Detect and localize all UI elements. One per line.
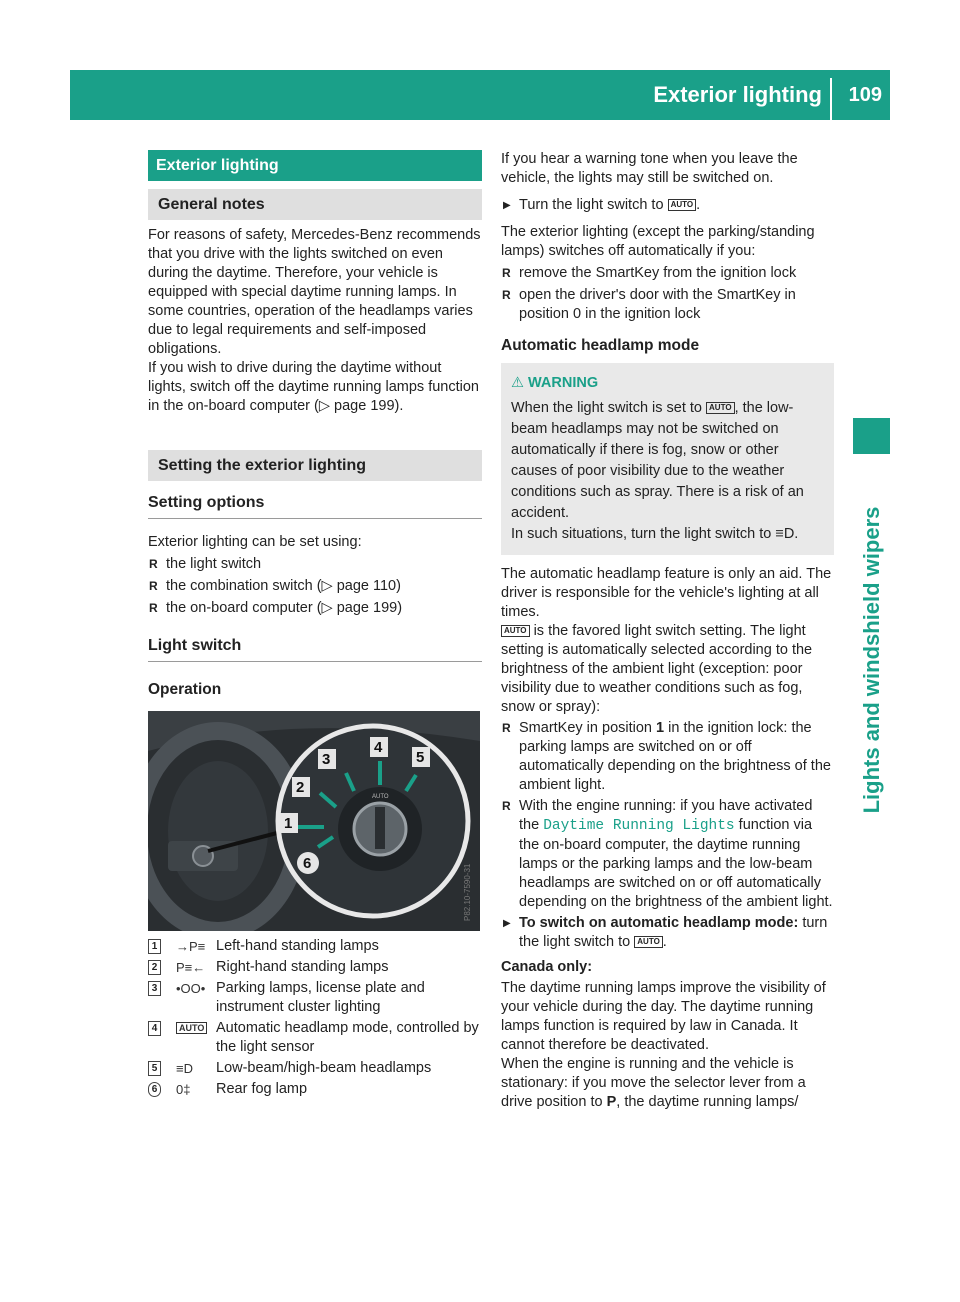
right-column: [501, 150, 834, 1112]
left-column: [148, 150, 482, 1099]
auto-headlamp-title: Automatic headlamp mode: [501, 337, 700, 354]
light-switch-title: Light switch: [148, 636, 482, 662]
chapter-tab: [853, 418, 890, 454]
left-standing-lamp-icon: →P≡: [176, 939, 206, 954]
legend-item: 5 ≡D Low-beam/high-beam headlamps: [148, 1059, 482, 1078]
legend: [148, 937, 482, 1099]
paragraph: AUTO is the favored light switch setting. The light setting is automatically selected according to the brightness of the ambient light (exception: poor visibility due to weather conditions such as fog, snow or spray):: [501, 623, 813, 715]
general-notes-p2: If you wish to drive during the daytime without lights, switch off the daytime running lamps function in the on-board computer (▷ page 199).: [148, 360, 479, 414]
paragraph: The exterior lighting (except the parking/standing lamps) switches off automatically if you:: [501, 224, 815, 259]
list-item: R the light switch: [148, 555, 482, 574]
legend-item: 4 AUTO Automatic headlamp mode, controlled by the light sensor: [148, 1019, 482, 1057]
warning-icon: ⚠: [511, 375, 524, 391]
page-header: [70, 70, 890, 120]
warning-box: ⚠ WARNING When the light switch is set to AUTO , the low-beam headlamps may not be switched on automatically if there is fog, snow or other causes of poor visibility due to the weather conditions such as spray. There is a risk of an accident. In such situations, turn the light switch to ≡D.: [501, 363, 834, 555]
list-item: R open the driver's door with the SmartKey in position 0 in the ignition lock: [501, 286, 834, 324]
callout-2: 2: [296, 779, 305, 796]
section-title: Exterior lighting: [148, 150, 482, 181]
page-number: 109: [848, 84, 882, 106]
callout-5: 5: [416, 749, 425, 766]
auto-icon: AUTO: [706, 402, 735, 414]
legend-item: 6 0‡ Rear fog lamp: [148, 1080, 482, 1099]
general-notes-p1: For reasons of safety, Mercedes-Benz recommends that you drive with the lights switched on even during the daytime. Therefore, your vehicle is equipped with special daytime running lamps. In some countries, operation of the headlamps varies due to legal requirements and self-imposed obligations.: [148, 227, 481, 357]
knob-auto-label: AUTO: [372, 794, 389, 800]
canada-title: Canada only:: [501, 959, 593, 975]
list-item: R With the engine running: if you have activated the Daytime Running Lights function via the on-board computer, the daytime running lamps or the parking lamps and the low-beam headlamps are switched on or off automatically depending on the brightness of the ambient light.: [501, 797, 834, 912]
low-beam-icon: ≡D: [775, 526, 795, 542]
list-item: R SmartKey in position 1 in the ignition lock: the parking lamps are switched on or off automatically depending on the brightness of the ambient light.: [501, 719, 834, 795]
menu-name: Daytime Running Lights: [543, 818, 735, 834]
auto-icon: AUTO: [634, 936, 663, 948]
right-standing-lamp-icon: P≡←: [176, 960, 206, 975]
callout-1: 1: [284, 815, 293, 832]
legend-item: 2 P≡← Right-hand standing lamps: [148, 958, 482, 977]
list-item: R remove the SmartKey from the ignition lock: [501, 264, 834, 283]
step: ▶ Turn the light switch to AUTO .: [501, 196, 834, 215]
low-beam-icon: ≡D: [176, 1061, 193, 1076]
parking-lamp-icon: •OO•: [176, 981, 206, 996]
header-separator: [830, 78, 832, 120]
figure-code: P82.10-7590-31: [463, 863, 472, 921]
paragraph: If you hear a warning tone when you leave the vehicle, the lights may still be switched on.: [501, 151, 798, 186]
auto-icon: AUTO: [501, 625, 530, 637]
paragraph: The automatic headlamp feature is only an aid. The driver is responsible for the vehicle's lighting at all times.: [501, 566, 832, 620]
legend-item: 3 •OO• Parking lamps, license plate and instrument cluster lighting: [148, 979, 482, 1017]
light-switch-illustration: [148, 711, 480, 931]
setting-intro: Exterior lighting can be set using:: [148, 534, 362, 550]
auto-icon: AUTO: [668, 199, 697, 211]
warning-title: WARNING: [528, 375, 599, 391]
legend-item: 1 →P≡ Left-hand standing lamps: [148, 937, 482, 956]
list-item: R the combination switch (▷ page 110): [148, 577, 482, 596]
light-switch-figure: [148, 711, 480, 931]
setting-title: Setting the exterior lighting: [148, 450, 482, 481]
header-title: Exterior lighting: [653, 82, 822, 107]
chapter-label: Lights and windshield wipers: [859, 506, 884, 814]
general-notes-title: General notes: [148, 189, 482, 220]
rear-fog-lamp-icon: 0‡: [176, 1082, 191, 1097]
auto-icon: AUTO: [176, 1022, 207, 1034]
callout-3: 3: [322, 751, 331, 768]
paragraph: When the engine is running and the vehicle is stationary: if you move the selector lever from a drive position to P, the daytime running lamps/: [501, 1056, 806, 1110]
operation-title: Operation: [148, 681, 222, 698]
setting-options-title: Setting options: [148, 493, 482, 519]
callout-4: 4: [374, 739, 383, 756]
callout-6: 6: [303, 855, 312, 872]
paragraph: The daytime running lamps improve the visibility of your vehicle during the day. The daytime running lamps function is required by law in Canada. It cannot therefore be deactivated.: [501, 980, 826, 1053]
list-item: R the on-board computer (▷ page 199): [148, 599, 482, 618]
step: ▶ To switch on automatic headlamp mode: turn the light switch to AUTO .: [501, 914, 834, 952]
